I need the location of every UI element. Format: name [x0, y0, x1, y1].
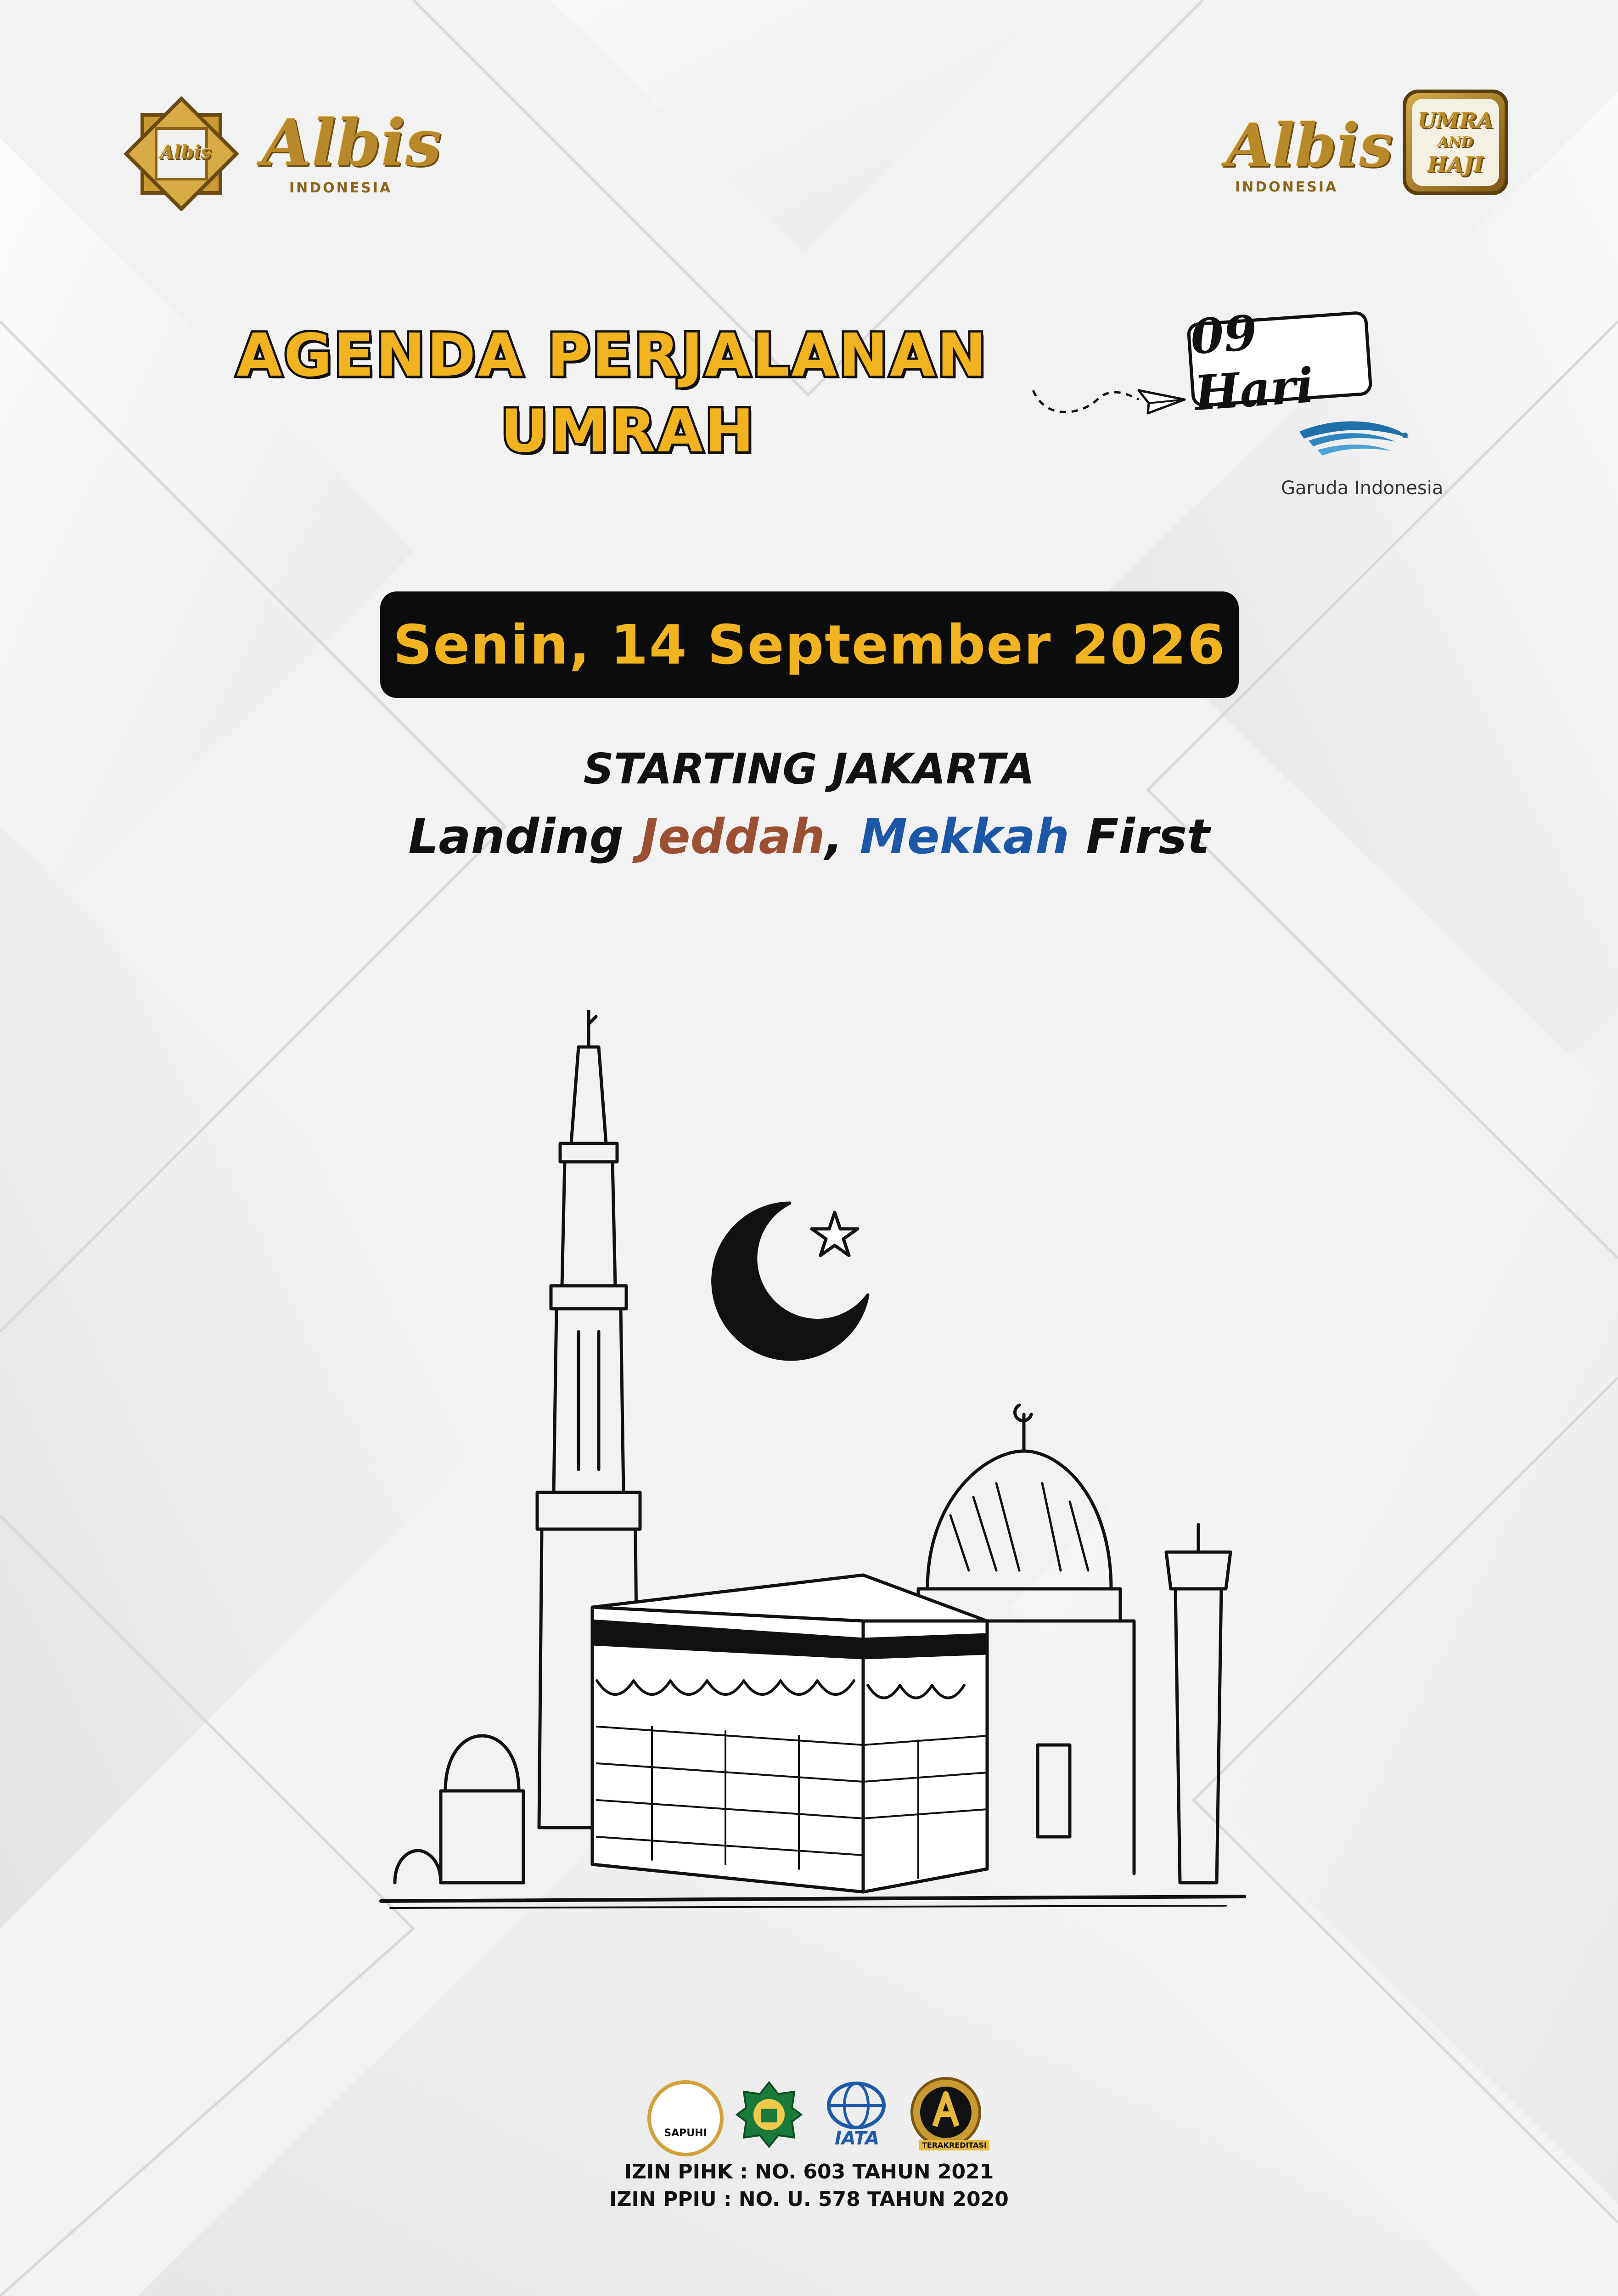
kemenag-badge: [735, 2080, 803, 2149]
departure-date: Senin, 14 September 2026: [380, 591, 1239, 698]
landing-separator: ,: [825, 809, 860, 865]
albis-logo-left-sub: INDONESIA: [289, 180, 393, 196]
paper-plane-icon: [1028, 358, 1194, 432]
duration-tag: 09 Hari: [1186, 310, 1373, 407]
albis-logo-left: [124, 96, 442, 216]
accreditation-badges: [647, 2076, 987, 2154]
agenda-title-line2: UMRAH: [500, 397, 756, 466]
umrah-haji-badge-line3: HAJI: [1427, 152, 1484, 177]
landing-prefix: Landing: [408, 809, 640, 865]
albis-logo-right: [1221, 110, 1393, 195]
iata-badge-text: IATA: [835, 2128, 880, 2149]
terakreditasi-badge: [909, 2076, 987, 2154]
terakreditasi-badge-text: TERAKREDITASI: [919, 2140, 989, 2150]
starting-city: STARTING JAKARTA: [583, 744, 1035, 793]
albis-logo-right-text: Albis: [1226, 110, 1393, 180]
license-ppiu: IZIN PPIU : NO. U. 578 TAHUN 2020: [609, 2188, 1009, 2211]
landing-city-jeddah: Jeddah: [640, 809, 825, 865]
kemenag-emblem-icon: [735, 2080, 803, 2149]
iata-globe-icon: [822, 2080, 891, 2131]
license-pihk: IZIN PIHK : NO. 603 TAHUN 2021: [624, 2160, 994, 2183]
umrah-haji-badge-line2: AND: [1438, 134, 1473, 150]
airline-name: Garuda Indonesia: [1281, 478, 1444, 499]
umrah-haji-badge: [1403, 90, 1508, 195]
garuda-bird-icon: [1295, 413, 1414, 464]
kaaba-mosque-illustration: [376, 1010, 1249, 1910]
albis-logo-left-text: Albis: [262, 106, 442, 181]
albis-logo-right-sub: INDONESIA: [1235, 179, 1338, 195]
umrah-haji-badge-line1: UMRA: [1417, 108, 1494, 133]
sapuhi-badge: [647, 2080, 724, 2156]
agenda-title-line1: AGENDA PERJALANAN: [236, 321, 988, 390]
landing-suffix: First: [1069, 809, 1210, 865]
first-city-mekkah: Mekkah: [860, 809, 1070, 865]
landing-line: [0, 808, 1618, 865]
iata-badge: [822, 2080, 891, 2149]
albis-seal-text: Albis: [160, 141, 211, 163]
sapuhi-badge-text: SAPUHI: [664, 2127, 707, 2139]
